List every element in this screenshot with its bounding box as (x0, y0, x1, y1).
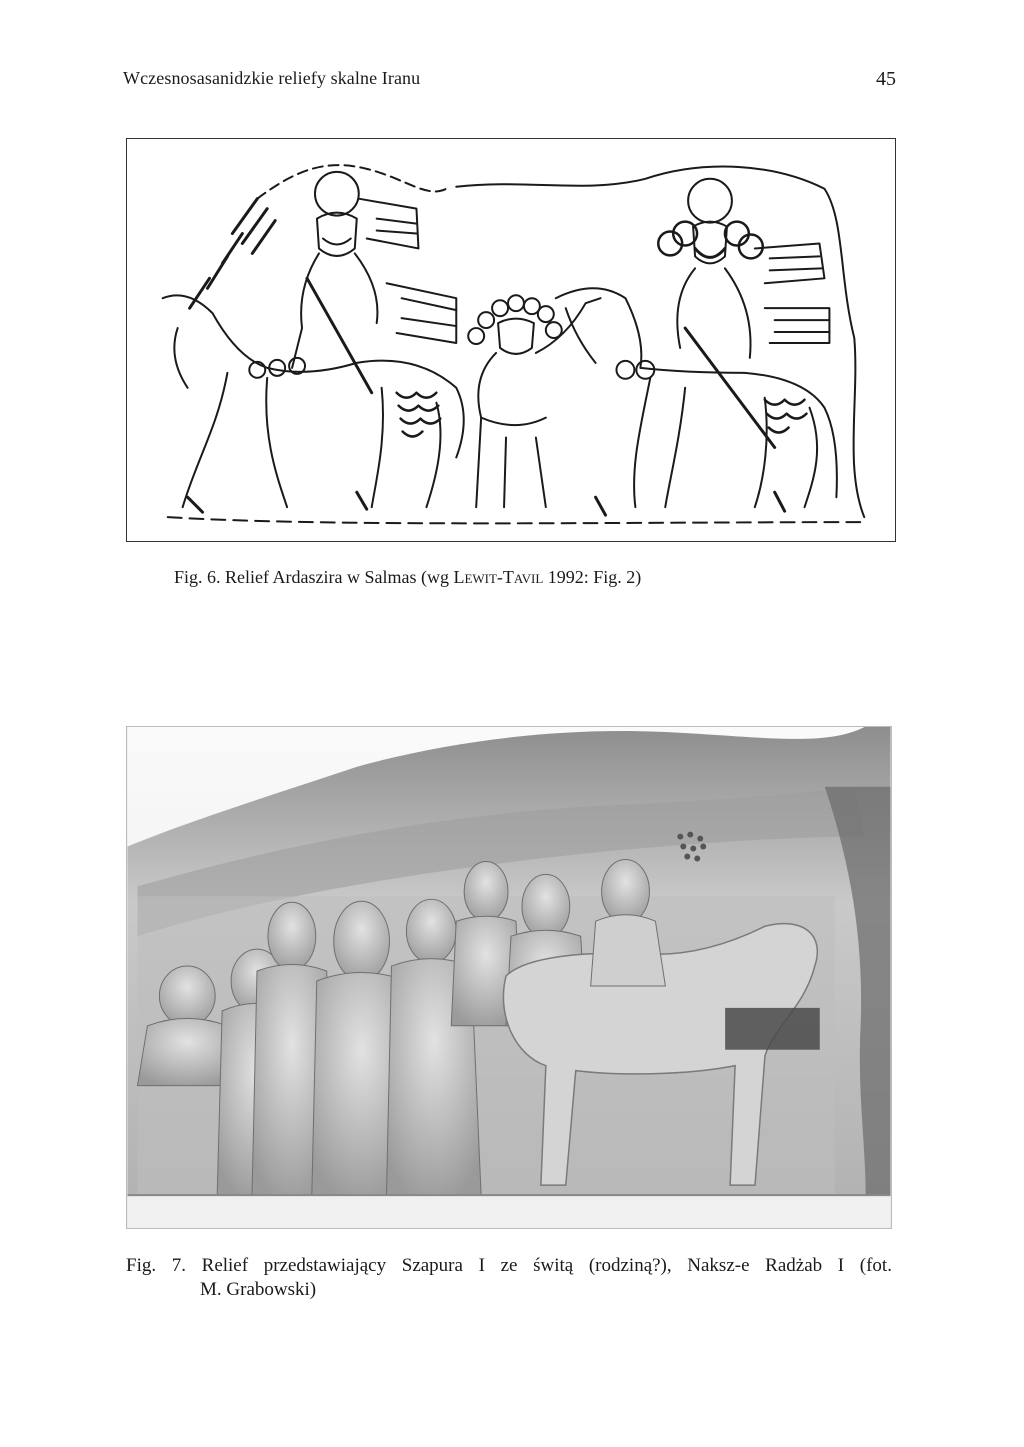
caption-word: świtą (533, 1255, 574, 1276)
caption-word: (fot. (859, 1255, 892, 1276)
caption-word: Radżab (765, 1255, 823, 1276)
figure-6-caption (174, 567, 641, 588)
caption-word: Relief (201, 1255, 249, 1276)
caption-word: Szapura (401, 1255, 463, 1276)
page-number: 45 (876, 68, 896, 90)
figure-7-caption-line1 (126, 1254, 892, 1278)
figure-7-caption (126, 1254, 892, 1302)
figure-7-caption-line2: M. Grabowski) (200, 1279, 317, 1300)
figure-6-drawing (126, 138, 896, 542)
caption-word: ze (500, 1255, 518, 1276)
caption-word: I (837, 1255, 845, 1276)
caption-word: Naksz-e (687, 1255, 750, 1276)
figure-7-photograph (126, 726, 892, 1229)
figure-6-caption-text: Relief Ardaszira w Salmas (wg (225, 567, 449, 587)
caption-word: I (478, 1255, 485, 1276)
figure-6-author: Lewit-Tavil (453, 567, 544, 587)
figure-6-caption-citation: 1992: Fig. 2) (547, 567, 642, 587)
caption-word: Fig. (126, 1255, 157, 1276)
running-title: Wczesnosasanidzkie reliefy skalne Iranu (123, 68, 421, 88)
caption-word: przedstawiający (263, 1255, 387, 1276)
figure-6-label: Fig. 6. (174, 567, 221, 587)
caption-word: (rodziną?), (588, 1255, 672, 1276)
caption-word: 7. (171, 1255, 186, 1276)
